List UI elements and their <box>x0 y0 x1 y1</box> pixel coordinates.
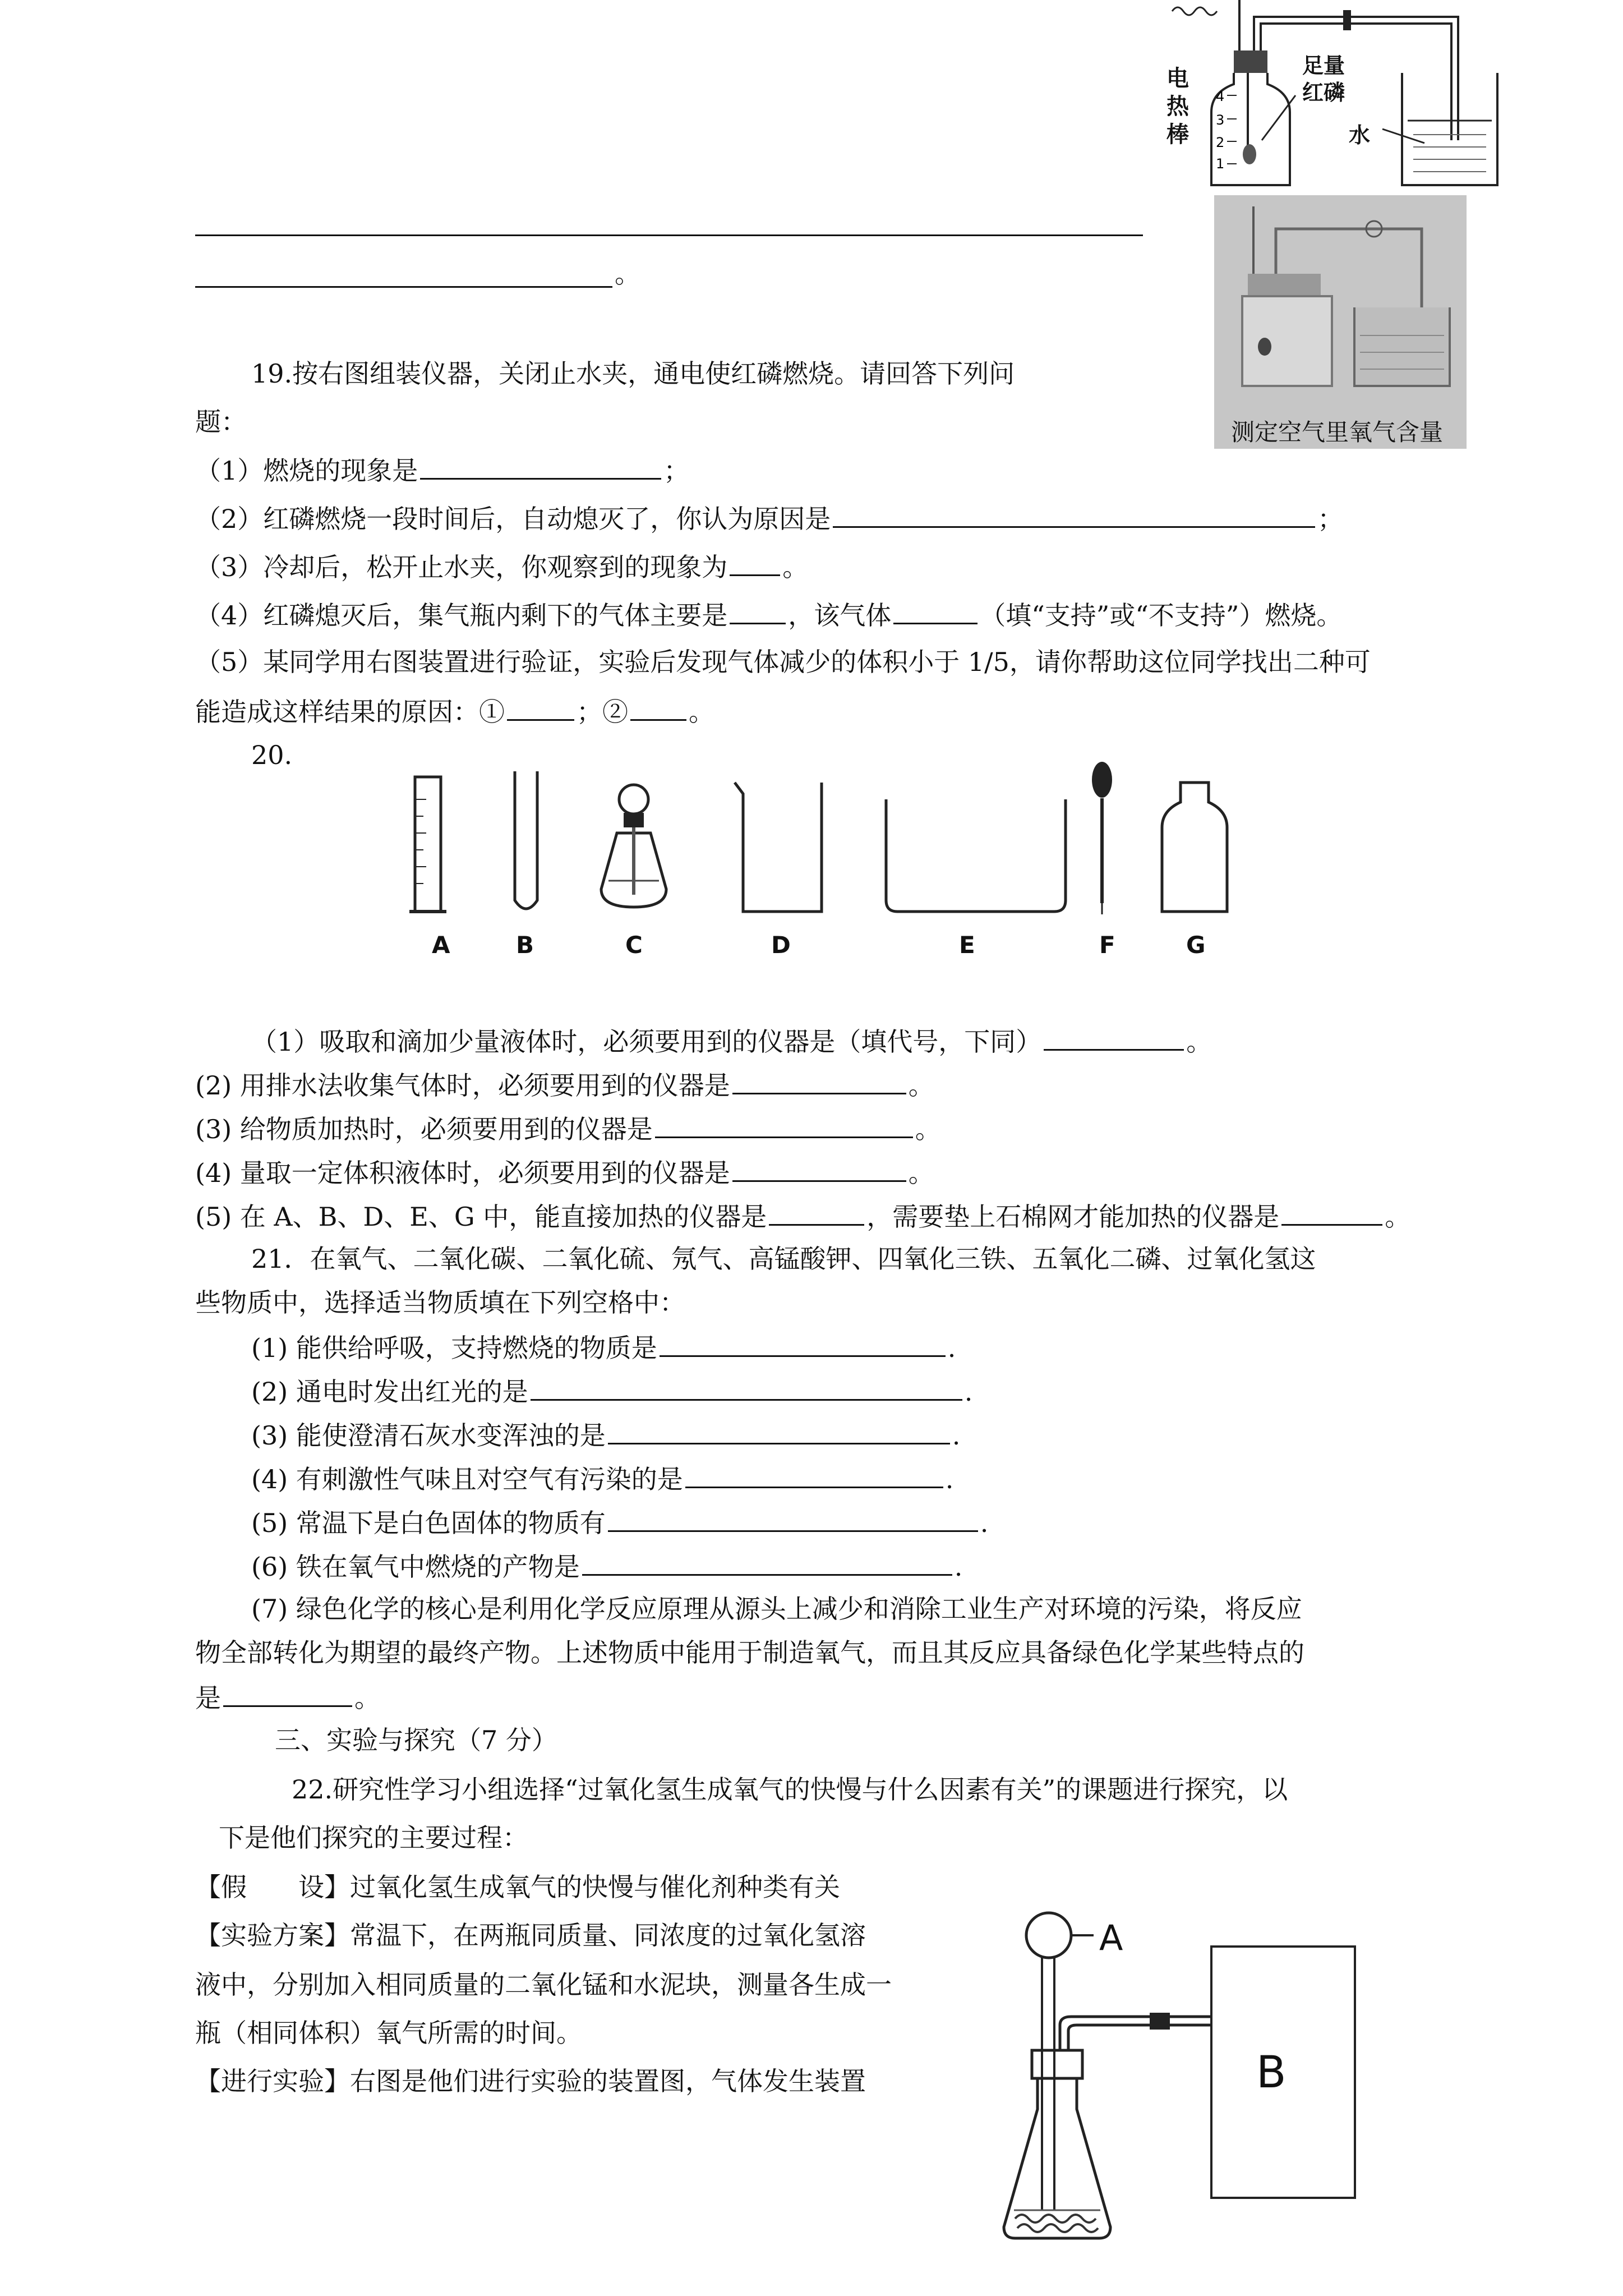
q19-part2-text: （2）红磷燃烧一段时间后，自动熄灭了，你认为原因是 <box>195 504 831 534</box>
answer-blank[interactable] <box>223 1680 352 1707</box>
phosphorus-label: 足量 <box>1302 53 1345 78</box>
answer-blank[interactable] <box>582 1548 952 1576</box>
answer-blank[interactable] <box>655 1111 913 1138</box>
q20-part5-text-b: ，需要垫上石棉网才能加热的仪器是 <box>866 1202 1280 1232</box>
q22-plan-line3: 瓶（相同体积）氧气所需的时间。 <box>195 2018 582 2048</box>
answer-blank[interactable] <box>608 1417 950 1444</box>
q20-part2 <box>195 1067 934 1102</box>
q21-item <box>251 1548 962 1584</box>
q21-item <box>251 1329 956 1365</box>
q21-item-text: (2) 通电时发出红光的是 <box>251 1377 528 1407</box>
q19-part5-text-b: 能造成这样结果的原因：① <box>195 697 505 727</box>
scale-label: 2 <box>1216 135 1225 150</box>
q19-part2 <box>195 500 1343 536</box>
answer-line <box>195 234 1143 236</box>
answer-line <box>195 286 612 288</box>
answer-blank[interactable] <box>1044 1023 1184 1051</box>
answer-blank[interactable] <box>730 597 786 624</box>
q19-part4 <box>195 597 1342 632</box>
answer-blank[interactable] <box>420 452 661 480</box>
photo-caption: 测定空气里氧气含量 <box>1231 418 1444 446</box>
q19-part3 <box>195 549 808 584</box>
answer-blank[interactable] <box>769 1198 864 1226</box>
answer-blank[interactable] <box>660 1329 946 1357</box>
q19-part5-line2 <box>195 693 714 729</box>
q21-item-text: (6) 铁在氧气中燃烧的产物是 <box>251 1552 580 1582</box>
answer-blank[interactable] <box>630 693 686 721</box>
q21-part7-text: 是 <box>195 1683 221 1713</box>
q21-item-end: . <box>954 1552 963 1582</box>
q20-part5 <box>195 1198 1410 1234</box>
q22-experiment: 【进行实验】右图是他们进行实验的装置图，气体发生装置 <box>195 2066 866 2096</box>
instrument-label-d: D <box>771 931 791 959</box>
q19-part1 <box>195 452 689 487</box>
answer-blank[interactable] <box>893 597 978 624</box>
q19-part5-text-c: ；② <box>577 697 628 727</box>
generator-drawing <box>998 1896 1368 2255</box>
q21-part7-end: 。 <box>354 1683 380 1713</box>
q20-part1 <box>251 1023 1212 1059</box>
answer-blank[interactable] <box>608 1504 978 1532</box>
q19-part2-end: ； <box>1317 504 1344 534</box>
q21-item-end: . <box>945 1464 954 1494</box>
photo-drawing <box>1214 195 1467 403</box>
lab-instruments-figure <box>393 760 1267 968</box>
q21-item-text: (5) 常温下是白色固体的物质有 <box>251 1508 606 1538</box>
q19-part5-line1: （5）某同学用右图装置进行验证，实验后发现气体减少的体积小于 1/5，请你帮助这位同学找出二种可 <box>195 647 1371 677</box>
fig-label-a: A <box>1099 1917 1123 1958</box>
q22-hypothesis: 【假 设】过氧化氢生成氧气的快慢与催化剂种类有关 <box>195 1872 840 1902</box>
q19-part4-text-a: （4）红磷熄灭后，集气瓶内剩下的气体主要是 <box>195 600 728 631</box>
phosphorus-apparatus-diagram <box>1155 0 1503 191</box>
q21-item-end: . <box>947 1333 956 1363</box>
scale-label: 3 <box>1216 112 1225 128</box>
q20-part1-end: 。 <box>1186 1027 1212 1057</box>
q21-item-text: (1) 能供给呼吸，支持燃烧的物质是 <box>251 1333 657 1363</box>
answer-blank[interactable] <box>507 693 574 721</box>
q21-item-end: . <box>952 1420 961 1451</box>
q19-stem-line2: 题： <box>195 407 247 437</box>
q19-part1-end: ； <box>663 455 690 486</box>
q21-part7-line3 <box>195 1680 380 1715</box>
period-mark: 。 <box>615 259 640 289</box>
q21-stem-line1: 21．在氧气、二氧化碳、二氧化硫、氖气、高锰酸钾、四氧化三铁、五氧化二磷、过氧化氢这 <box>251 1244 1316 1274</box>
q20-part2-text: (2) 用排水法收集气体时，必须要用到的仪器是 <box>195 1070 730 1101</box>
q20-part3 <box>195 1111 941 1146</box>
q19-part3-end: 。 <box>782 552 809 582</box>
answer-blank[interactable] <box>833 500 1315 528</box>
q20-part4-text: (4) 量取一定体积液体时，必须要用到的仪器是 <box>195 1158 730 1188</box>
q21-item <box>251 1373 972 1409</box>
answer-blank[interactable] <box>732 1067 906 1094</box>
q20-part2-end: 。 <box>908 1070 934 1101</box>
q21-part7-line2: 物全部转化为期望的最终产物。上述物质中能用于制造氧气，而且其反应具备绿色化学某些特点的 <box>195 1637 1304 1668</box>
q21-item-text: (4) 有刺激性气味且对空气有污染的是 <box>251 1464 683 1494</box>
q21-item <box>251 1504 988 1540</box>
q22-stem-line2: 下是他们探究的主要过程： <box>219 1823 528 1853</box>
instrument-label-g: G <box>1186 931 1206 959</box>
answer-blank[interactable] <box>1281 1198 1382 1226</box>
phosphorus-label: 红磷 <box>1302 80 1345 105</box>
q22-plan-line1: 【实验方案】常温下，在两瓶同质量、同浓度的过氧化氢溶 <box>195 1920 866 1950</box>
answer-blank[interactable] <box>730 549 780 576</box>
instrument-label-e: E <box>959 931 975 959</box>
water-label: 水 <box>1349 123 1371 148</box>
q20-part4 <box>195 1154 934 1190</box>
q19-part3-text: （3）冷却后，松开止水夹，你观察到的现象为 <box>195 552 728 582</box>
instruments-drawing <box>393 760 1267 923</box>
instrument-label-f: F <box>1099 931 1115 959</box>
q21-item <box>251 1461 953 1496</box>
q20-number: 20. <box>251 740 293 770</box>
heater-label: 电 热 棒 <box>1166 66 1189 148</box>
scale-label: 4 <box>1216 89 1225 104</box>
answer-blank[interactable] <box>685 1461 943 1488</box>
q21-item <box>251 1417 960 1452</box>
q20-part1-text: （1）吸取和滴加少量液体时，必须要用到的仪器是（填代号，下同） <box>251 1027 1042 1057</box>
q22-plan-line2: 液中，分别加入相同质量的二氧化锰和水泥块，测量各生成一 <box>195 1970 892 2000</box>
instrument-label-a: A <box>432 931 450 959</box>
q21-stem-line2: 些物质中，选择适当物质填在下列空格中： <box>195 1287 685 1318</box>
q19-part1-text: （1）燃烧的现象是 <box>195 455 418 486</box>
q20-part4-end: 。 <box>908 1158 934 1188</box>
section-heading: 三、实验与探究（7 分） <box>275 1725 557 1755</box>
q21-item-end: . <box>964 1377 973 1407</box>
q20-part3-text: (3) 给物质加热时，必须要用到的仪器是 <box>195 1114 653 1144</box>
q19-part4-text-b: ，该气体 <box>788 600 892 631</box>
q20-part5-text-a: (5) 在 A、B、D、E、G 中，能直接加热的仪器是 <box>195 1202 767 1232</box>
q19-stem-line1: 19.按右图组装仪器，关闭止水夹，通电使红磷燃烧。请回答下列问 <box>251 358 1015 389</box>
gas-generation-apparatus <box>998 1896 1368 2255</box>
q21-item-text: (3) 能使澄清石灰水变浑浊的是 <box>251 1420 606 1451</box>
fig-label-b: B <box>1256 2047 1287 2098</box>
scale-label: 1 <box>1216 156 1225 172</box>
instrument-label-b: B <box>516 931 534 959</box>
q19-part5-text-d: 。 <box>689 697 714 727</box>
q19-part4-text-c: （填“支持”或“不支持”）燃烧。 <box>980 600 1343 631</box>
q21-item-end: . <box>980 1508 989 1538</box>
q20-part3-end: 。 <box>915 1114 941 1144</box>
q20-part5-end: 。 <box>1385 1202 1411 1232</box>
q21-part7-line1: (7) 绿色化学的核心是利用化学反应原理从源头上减少和消除工业生产对环境的污染，将反应 <box>251 1594 1302 1624</box>
oxygen-measure-photo <box>1214 195 1467 449</box>
answer-blank[interactable] <box>531 1373 962 1401</box>
instrument-label-c: C <box>625 931 643 959</box>
answer-blank[interactable] <box>732 1154 906 1182</box>
q22-stem-line1: 22.研究性学习小组选择“过氧化氢生成氧气的快慢与什么因素有关”的课题进行探究，以 <box>292 1774 1288 1805</box>
